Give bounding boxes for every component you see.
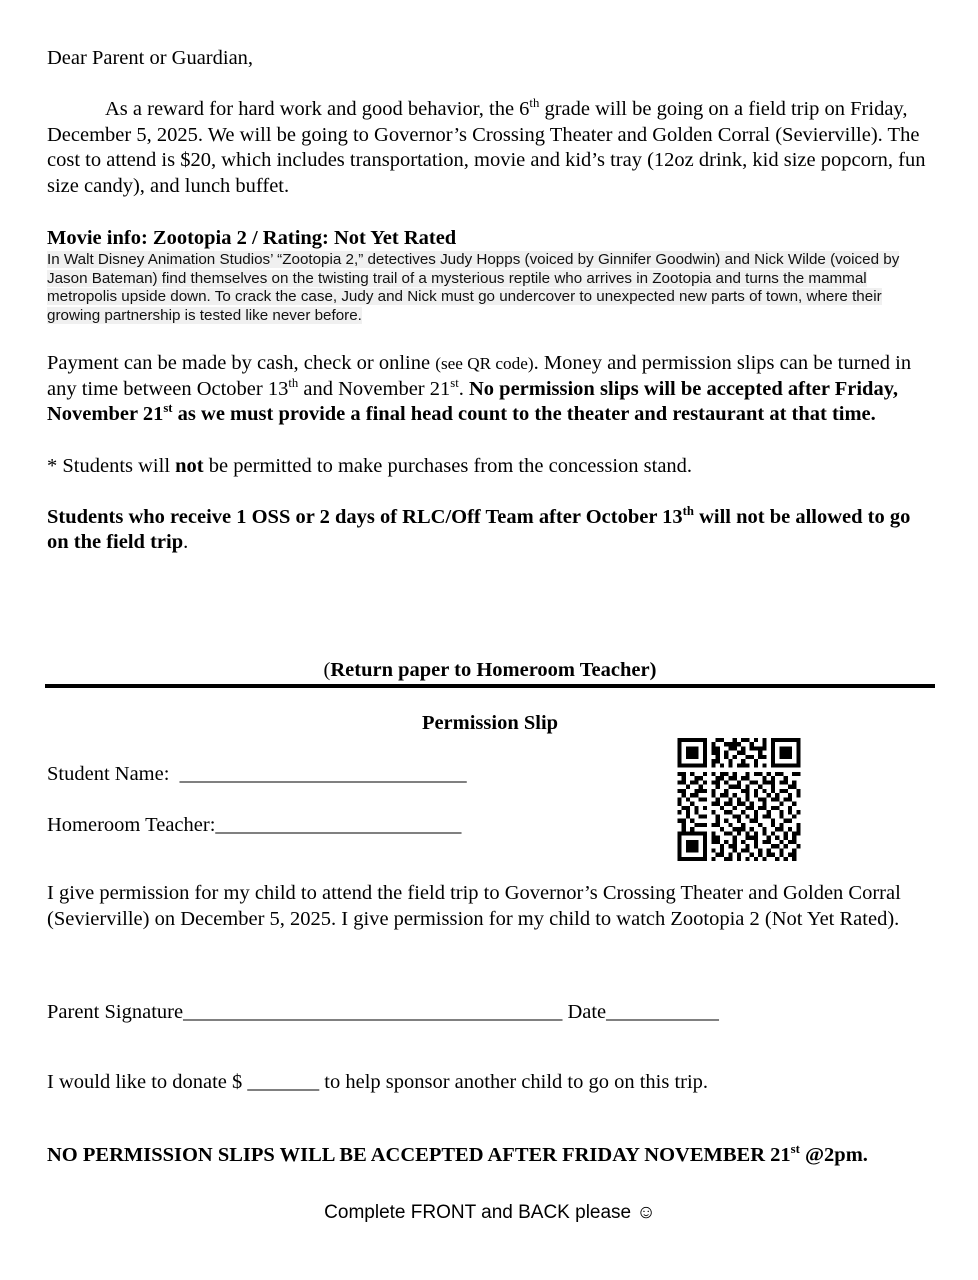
student-name-field-row [47,762,467,788]
homeroom-teacher-blank[interactable]: ________________________ [215,814,462,836]
concession-not-bold: not [175,454,204,477]
payment-qr-code[interactable] [677,738,801,861]
qr-code-icon [677,738,801,861]
discipline-bold-2: will not be allowed to go on the field trip [47,505,911,554]
section-divider-rule [45,684,935,688]
student-name-label: Student Name: [47,763,170,785]
parent-signature-blank[interactable]: _____________________________________ [183,1001,563,1023]
synopsis-highlight: In Walt Disney Animation Studios’ “Zootopia 2,” detectives Judy Hopps (voiced by Ginnifer Goodwin) and Nick Wilde (voiced by Jason Bateman) find themselves on the twisting trail of a mysterious reptile who arrives in Zootopia and turns the mammal metropolis upside down. To crack the case, Judy and Nick must go undercover to unexpected new parts of town, where their growing partnership is tested like never before. [47,251,900,324]
intro-paragraph: As a reward for hard work and good behavior, the 6th grade will be going on a field trip on Friday, December 5, 2025. We will be going to Governor’s Crossing Theater and Golden Corral (Sevierville). The cost to attend is $20, which includes transportation, movie and kid’s tray (12oz drink, kid size popcorn, fun size candy), and lunch buffet. [47,96,926,197]
salutation: Dear Parent or Guardian, [47,47,254,69]
payment-deadline-bold-1: No permission slips will be accepted after Friday, November 21 [47,377,898,426]
date-label: Date [562,1001,607,1023]
ordinal-suffix-13th: th [288,375,299,390]
return-paper-notice [47,659,933,682]
discipline-note [47,505,933,556]
ordinal-suffix-13th-2: th [682,503,694,518]
blank-line [47,428,933,454]
blank-line [47,326,933,352]
payment-paragraph: Payment can be made by cash, check or online (see QR code). Money and permission slips can be turned in any time between October 13th and November 21st. No permission slips will be accepted after Friday, November 21st as we must provide a final head count to the theater and restaurant at that time. [47,352,912,426]
movie-synopsis [47,251,933,325]
donation-label-prefix: I would like to donate $ [47,1071,248,1093]
homeroom-teacher-field-row [47,813,461,839]
permission-statement: I give permission for my child to attend the field trip to Governor’s Crossing Theater and Golden Corral (Sevierville) on December 5, 2025. I give permission for my child to watch Zootopia 2 (Not Yet Rated). [47,882,901,930]
discipline-period: . [183,531,189,554]
movie-info-heading: Movie info: Zootopia 2 / Rating: Not Yet Rated [47,227,457,250]
parent-signature-row [47,1000,719,1026]
homeroom-teacher-label: Homeroom Teacher: [47,814,216,836]
discipline-bold-1: Students who receive 1 OSS or 2 days of RLC/Off Team after October 13 [47,505,683,528]
final-warning-text-a: NO PERMISSION SLIPS WILL BE ACCEPTED AFTER FRIDAY NOVEMBER 21 [47,1144,791,1166]
student-name-blank[interactable]: ____________________________ [169,763,467,785]
donation-row [47,1070,708,1096]
blank-line [47,479,933,505]
letter-body [47,46,933,556]
final-warning-text-b: @2pm. [799,1144,868,1166]
ordinal-suffix-21st-a: st [450,375,459,390]
ordinal-suffix-21st-b: st [163,401,173,416]
permission-statement-block [47,881,933,932]
permission-slip-title: Permission Slip [421,712,559,734]
payment-deadline-bold-2: as we must provide a final head count to the theater and restaurant at that time. [172,403,876,426]
final-deadline-warning [47,1143,933,1169]
ordinal-suffix-6th: th [529,96,540,111]
parent-signature-label: Parent Signature [47,1001,184,1023]
qr-code-note: (see QR code) [435,354,534,374]
blank-line [47,200,933,226]
blank-line [47,72,933,98]
date-blank[interactable]: ___________ [606,1001,719,1023]
ordinal-suffix-21st-final: st [790,1142,800,1157]
return-paper-bold: Return paper to Homeroom Teacher) [330,659,657,681]
concession-note: * Students will not be permitted to make purchases from the concession stand. [47,454,693,477]
closing-instruction: Complete FRONT and BACK please ☺ [324,1202,656,1223]
open-paren: ( [323,659,331,681]
donation-amount-blank[interactable]: _______ [247,1071,320,1093]
donation-label-suffix: to help sponsor another child to go on this trip. [319,1071,709,1093]
